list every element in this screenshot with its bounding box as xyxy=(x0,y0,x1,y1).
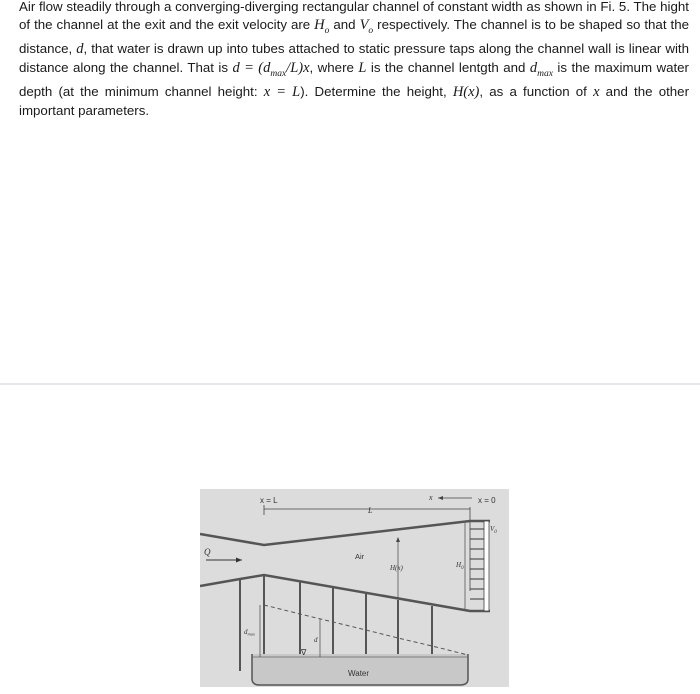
length-symbol: L xyxy=(358,59,367,76)
exit-height-symbol: $H_o$ xyxy=(314,16,330,36)
channel-diagram xyxy=(200,489,509,687)
velocity-profile xyxy=(484,521,489,611)
exit-velocity-symbol: $V_o$ xyxy=(359,16,374,36)
depth-formula: $d = (d_{max}/L)x$ xyxy=(232,59,310,79)
min-height-location: x = L xyxy=(263,84,301,101)
max-depth-label: $d_{max}$ xyxy=(244,628,255,637)
x-equals-L-label: x = L xyxy=(260,496,278,505)
exit-velocity-label: $V_0$ xyxy=(490,525,497,535)
distance-symbol: d xyxy=(76,41,84,58)
height-function-symbol: H(x) xyxy=(452,84,480,101)
water-level-symbol: ∇ xyxy=(301,648,307,657)
velocity-arrows xyxy=(470,529,484,599)
exit-height-label: $H_0$ xyxy=(456,561,464,571)
top-channel-wall xyxy=(200,521,490,545)
channel-figure xyxy=(200,489,509,687)
x-symbol: x xyxy=(593,84,600,101)
water-label: Water xyxy=(348,669,370,678)
height-function-label: H(x) xyxy=(390,564,403,572)
bottom-channel-wall xyxy=(200,575,490,611)
problem-statement: Air flow steadily through a converging-diverging rectangular channel of constant width as shown in Fi. 5. The hight of the channel at the exit and the exit velocity are $H_o$ and $V_o$ respectively. The channel is to be shaped so that the distance, d, that water is drawn up into tubes attached to static pressure taps along the channel wall is linear with distance along the channel. That is $d = (d_{max}/L)x$, where L is the channel lentgth and $d_{max}$ is the maximum water depth (at the minimum channel height: x = L). Determine the height, H(x), as a function of x and the other important parameters. xyxy=(19,0,689,118)
max-depth-symbol: $d_{max}$ xyxy=(529,59,553,79)
x-equals-0-label: x = 0 xyxy=(478,496,496,505)
x-direction-label: x xyxy=(429,493,433,502)
air-label: Air xyxy=(355,552,365,561)
section-divider xyxy=(0,383,700,385)
length-label: L xyxy=(368,506,373,515)
depth-label: d xyxy=(314,636,318,644)
flow-rate-label: Q xyxy=(204,547,211,557)
